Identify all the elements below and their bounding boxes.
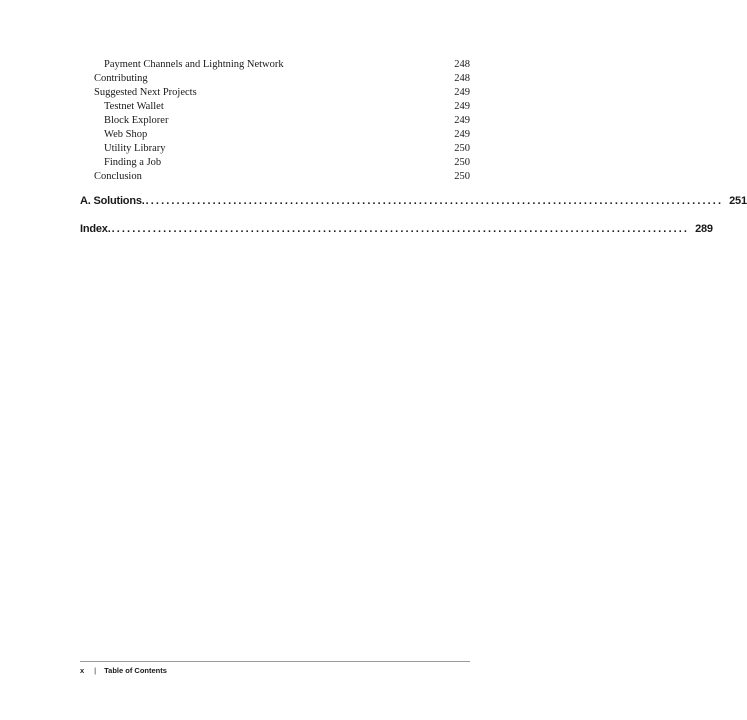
page-footer: [80, 665, 167, 677]
toc-chapter-page: 289: [695, 223, 713, 235]
dot-leader: ................................................................................................................: [111, 223, 690, 235]
dot-leader: ................................................................................................................: [145, 195, 724, 207]
toc-entry-page: 250: [454, 157, 470, 168]
toc-entry-page: 248: [454, 73, 470, 84]
toc-chapter-page: 251: [729, 195, 747, 207]
toc-entry-label: Block Explorer: [104, 115, 169, 126]
toc-entry-page: 248: [454, 59, 470, 70]
toc-entry: [0, 156, 548, 170]
toc-entry-label: Contributing: [94, 73, 148, 84]
toc-entry-label: Conclusion: [94, 171, 142, 182]
toc-chapter-label: A. Solutions.: [80, 195, 145, 207]
toc-entry: [0, 142, 548, 156]
toc-entry-page: 249: [454, 87, 470, 98]
toc-entry-label: Finding a Job: [104, 157, 162, 168]
footer-rule: [80, 661, 470, 662]
toc-chapter-index: [80, 221, 713, 237]
toc-entry: [0, 100, 548, 114]
toc-chapter-label: Index.: [80, 223, 111, 235]
toc-entry: [0, 86, 548, 100]
toc-entry-page: 249: [454, 101, 470, 112]
toc-entry: [0, 58, 548, 72]
toc-chapter-solutions: [80, 193, 747, 209]
toc-entry: [0, 72, 548, 86]
toc-entry-label: Testnet Wallet: [104, 101, 164, 112]
toc-entry: [0, 170, 548, 184]
toc-entry-label: Web Shop: [104, 129, 148, 140]
toc-entry-label: Utility Library: [104, 143, 166, 154]
toc-entry-label: Suggested Next Projects: [94, 87, 197, 98]
footer-section-title: Table of Contents: [104, 666, 167, 675]
footer-separator: |: [94, 666, 97, 675]
toc-entry-page: 249: [454, 129, 470, 140]
toc-entry: [0, 114, 548, 128]
footer-page-number: x: [80, 666, 85, 675]
toc-entry-page: 249: [454, 115, 470, 126]
toc-entry-page: 250: [454, 171, 470, 182]
toc-entry-page: 250: [454, 143, 470, 154]
toc-entry: [0, 128, 548, 142]
toc-entry-label: Payment Channels and Lightning Network: [104, 59, 284, 70]
